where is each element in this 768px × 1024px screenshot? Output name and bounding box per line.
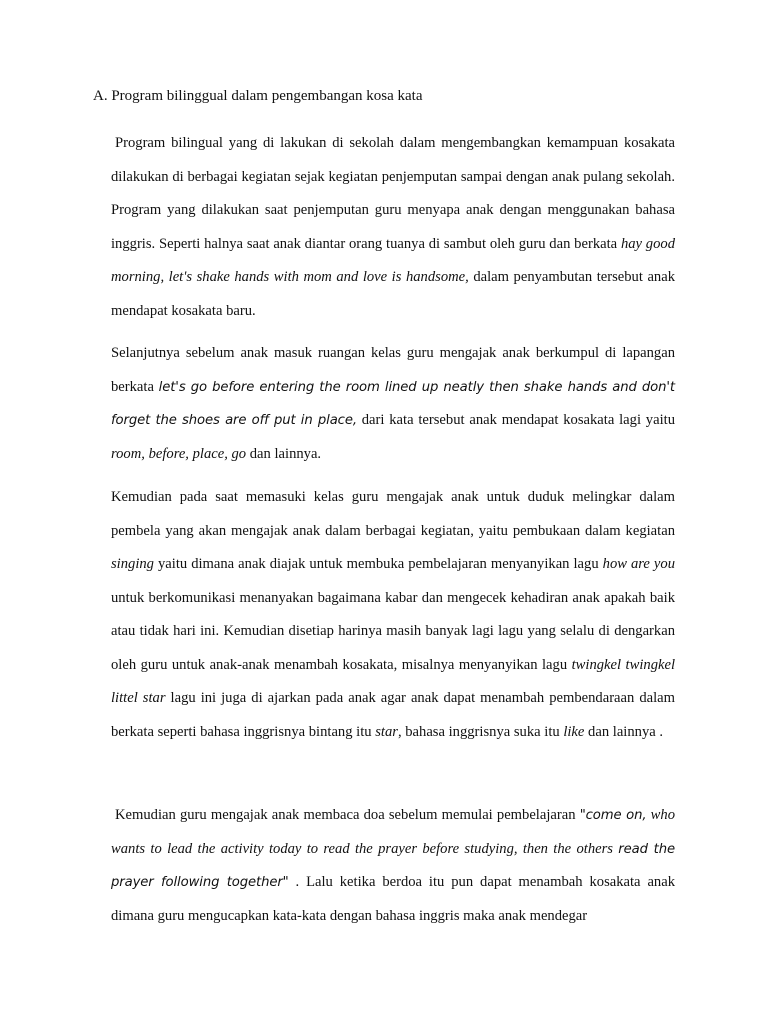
paragraph-3-text-e: untuk berkomunikasi menanyakan bagaimana kabar dan mengecek kehadiran anak apakah baik atau tidak hari ini. Kemudian disetiap harinya masih banyak lagi lagu yang selalu di dengarkan oleh guru untuk anak-anak menambah kosakata, misalnya menyanyikan lagu bbox=[111, 589, 675, 673]
paragraph-3-italic-like: like bbox=[563, 723, 585, 740]
paragraph-1-italic-greeting: hay good morning, let's shake hands with mom and love is handsome, bbox=[111, 235, 675, 285]
paragraph-2 bbox=[111, 337, 675, 471]
paragraph-3-text-c: yaitu dimana anak diajak untuk membuka pembelajaran menyanyikan lagu bbox=[153, 556, 603, 572]
paragraph-3-italic-star: star bbox=[375, 723, 398, 740]
paragraph-1-text-a: Program bilingual yang di lakukan di sekolah dalam mengembangkan kemampuan kosakata dilakukan di berbagai kegiatan sejak kegiatan penjemputan sampai dengan anak pulang sekolah. Program yang dilakukan saat penjemputan guru menyapa anak dengan menggunakan bahasa inggris. Seperti halnya saat anak diantar orang tuanya di sambut oleh guru dan berkata bbox=[111, 135, 675, 252]
paragraph-3 bbox=[111, 481, 675, 749]
paragraph-2-text-a: Selanjutnya sebelum anak masuk ruangan kelas guru mengajak anak berkumpul di lapangan berkata bbox=[111, 345, 675, 395]
section-heading: A. Program bilinggual dalam pengembangan kosa kata bbox=[93, 88, 423, 104]
paragraph-3-italic-singing: singing bbox=[111, 556, 154, 572]
paragraph-3-italic-song-title: twingkel twingkel littel star bbox=[111, 656, 676, 706]
paragraph-3-text-i: , bahasa inggrisnya suka itu bbox=[397, 723, 564, 740]
paragraph-4-text-e: . Lalu ketika berdoa itu pun dapat menambah kosakata anak dimana guru mengucapkan kata-kata dengan bahasa inggris maka anak mendegar bbox=[111, 874, 675, 924]
paragraph-4 bbox=[111, 799, 675, 933]
paragraph-4-italic-quote-middle: who wants to lead the activity today to read the prayer before studying, then the others bbox=[111, 807, 675, 857]
paragraph-3-text-a: Kemudian pada saat memasuki kelas guru mengajak anak untuk duduk melingkar dalam pembela yang akan mengajak anak dalam berbagai kegiatan, yaitu pembukaan dalam kegiatan bbox=[111, 489, 675, 539]
paragraph-2-italic-words: room, before, place, go bbox=[111, 445, 247, 462]
paragraph-2-text-e: dan lainnya. bbox=[246, 445, 322, 462]
paragraph-3-text-g: lagu ini juga di ajarkan pada anak agar anak dapat menambah pembendaraan dalam berkata seperti bahasa inggrisnya bintang itu bbox=[111, 690, 675, 740]
paragraph-3-text-k: dan lainnya . bbox=[584, 723, 664, 740]
paragraph-3-italic-how-are-you: how are you bbox=[602, 556, 676, 572]
paragraph-4-italic-quote-start: "come on, bbox=[579, 808, 647, 823]
paragraph-4-text-a: Kemudian guru mengajak anak membaca doa sebelum memulai pembelajaran bbox=[115, 807, 580, 823]
paragraph-1-text-c: dalam penyambutan tersebut anak mendapat kosakata baru. bbox=[111, 269, 676, 319]
paragraph-4-italic-quote-end: read the prayer following together" bbox=[111, 841, 676, 890]
paragraph-2-text-c: dari kata tersebut anak mendapat kosakata lagi yaitu bbox=[356, 412, 675, 428]
paragraph-1 bbox=[111, 127, 675, 328]
paragraph-2-italic-instruction: let's go before entering the room lined up neatly then shake hands and don't forget the shoes are off put in place, bbox=[111, 379, 675, 428]
